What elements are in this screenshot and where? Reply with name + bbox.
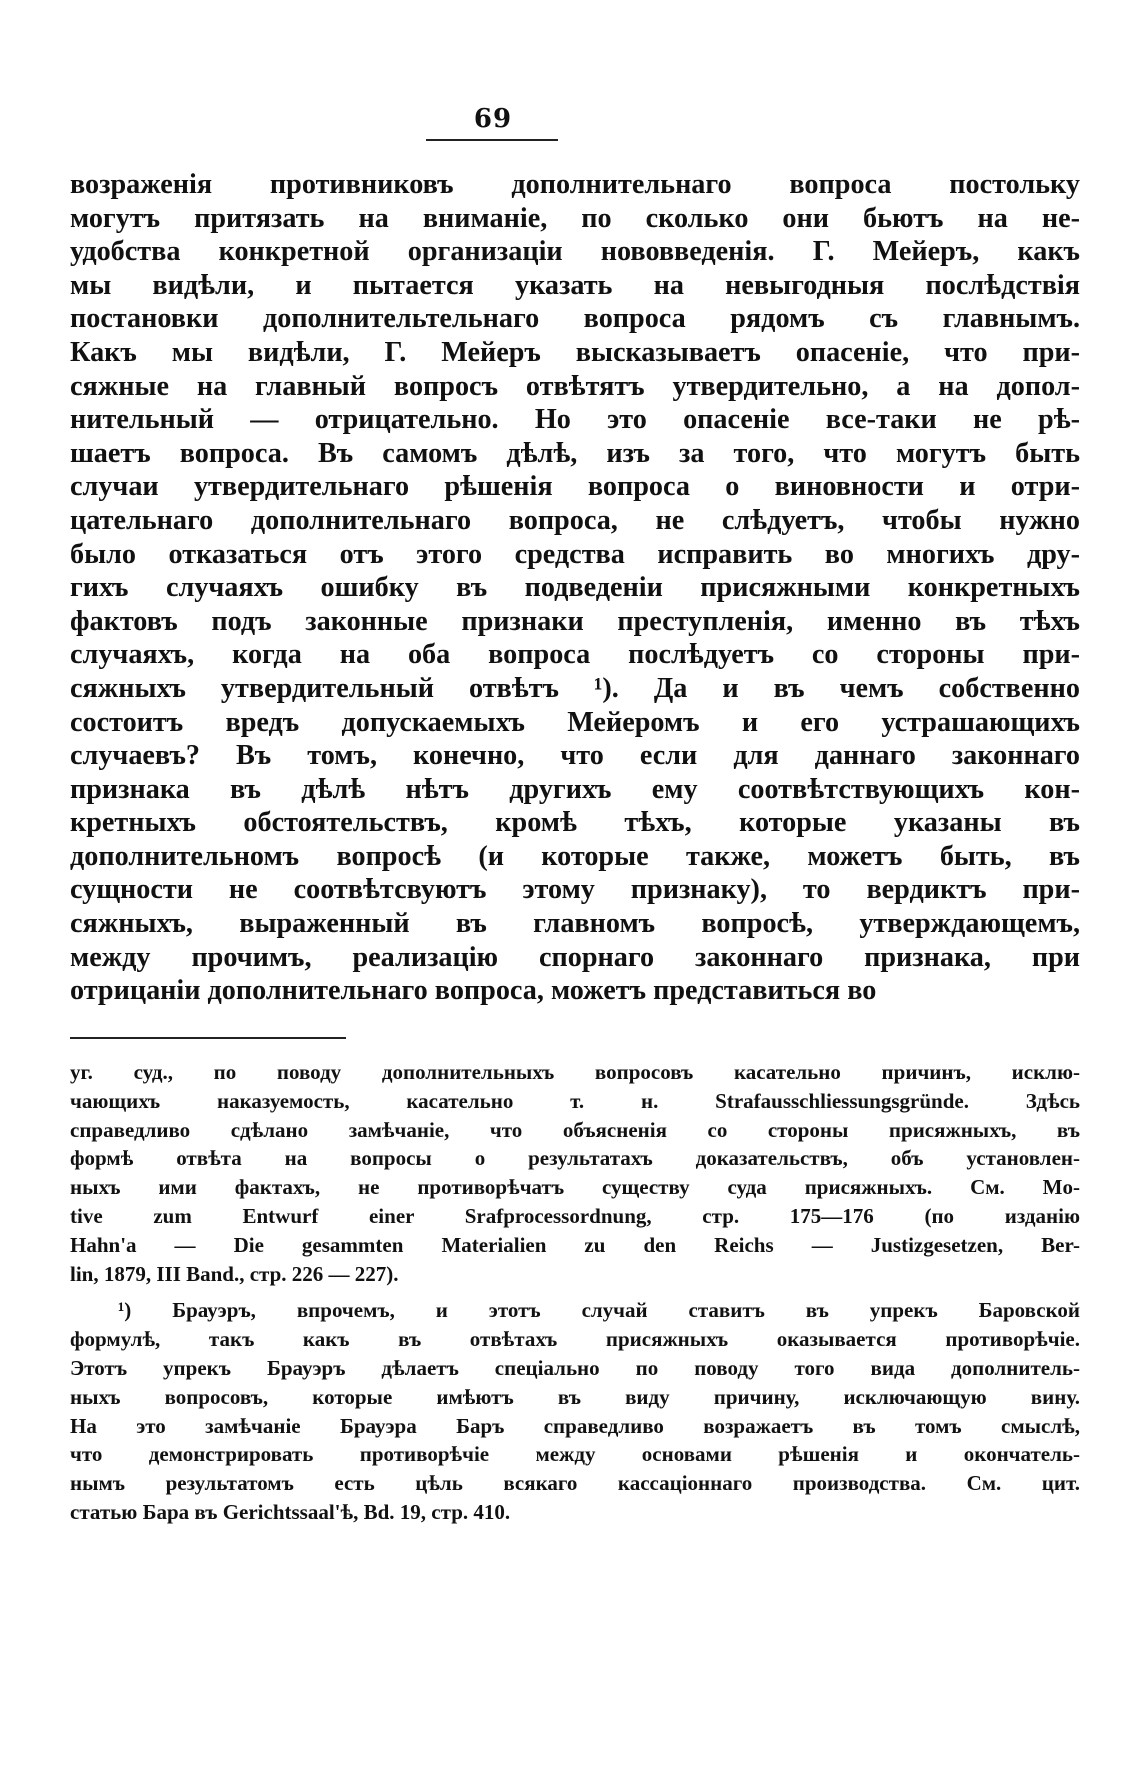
footnote-1-line: формулѣ, такъ какъ въ отвѣтахъ присяжныхъ оказывается противорѣчіе. xyxy=(70,1327,1080,1352)
body-line: нительный — отрицательно. Но это опасеніе все-таки не рѣ- xyxy=(70,404,1080,436)
footnote-1-line: ныхъ вопросовъ, которые имѣютъ въ виду причину, исключающую вину. xyxy=(70,1384,1080,1409)
body-line: Какъ мы видѣли, Г. Мейеръ высказываетъ опасеніе, что при- xyxy=(70,336,1080,368)
body-line: могутъ притязать на вниманіе, по сколько они бьютъ на не- xyxy=(70,202,1080,234)
footnote-line: tive zum Entwurf einer Srafprocessordnung, стр. 175—176 (по изданію xyxy=(70,1203,1080,1228)
body-line: постановки дополнительтельнаго вопроса рядомъ съ главнымъ. xyxy=(70,303,1080,335)
footnotes xyxy=(70,1058,1080,1527)
footnote-line: Hahn'a — Die gesammten Materialien zu den Reichs — Justizgesetzen, Ber- xyxy=(70,1232,1080,1257)
body-line: сяжныхъ утвердительный отвѣтъ ¹). Да и въ чемъ собственно xyxy=(70,672,1080,704)
body-line: фактовъ подъ законные признаки преступленія, именно въ тѣхъ xyxy=(70,605,1080,637)
body-line: состоитъ вредъ допускаемыхъ Мейеромъ и его устрашающихъ xyxy=(70,706,1080,738)
body-line: было отказаться отъ этого средства исправить во многихъ дру- xyxy=(70,538,1080,570)
body-text xyxy=(70,168,1080,1008)
body-line: удобства конкретной организаціи нововведенія. Г. Мейеръ, какъ xyxy=(70,236,1080,268)
body-line: цательнаго дополнительнаго вопроса, не слѣдуетъ, чтобы нужно xyxy=(70,504,1080,536)
footnote-line: формѣ отвѣта на вопросы о результатахъ доказательствъ, объ установлен- xyxy=(70,1146,1080,1171)
body-line: между прочимъ, реализацію спорнаго законнаго признака, при xyxy=(70,941,1080,973)
body-line: отрицаніи дополнительнаго вопроса, можетъ представиться во xyxy=(70,975,877,1007)
body-line: гихъ случаяхъ ошибку въ подведеніи присяжными конкретныхъ xyxy=(70,572,1080,604)
footnote-line: уг. суд., по поводу дополнительныхъ вопросовъ касательно причинъ, исклю- xyxy=(70,1060,1080,1084)
header-rule xyxy=(426,139,558,141)
footnote-line: чающихъ наказуемость, касательно т. н. Strafausschliessungsgründe. Здѣсь xyxy=(70,1088,1080,1113)
body-line: случаяхъ, когда на оба вопроса послѣдуетъ со стороны при- xyxy=(70,639,1080,671)
footnote-rule xyxy=(70,1037,346,1039)
body-line: признака въ дѣлѣ нѣтъ другихъ ему соотвѣтствующихъ кон- xyxy=(70,773,1080,805)
footnote-line: справедливо сдѣлано замѣчаніе, что объясненія со стороны присяжныхъ, въ xyxy=(70,1117,1080,1142)
body-line: сяжные на главный вопросъ отвѣтятъ утвердительно, а на допол- xyxy=(70,370,1080,402)
body-line: шаетъ вопроса. Въ самомъ дѣлѣ, изъ за того, что могутъ быть xyxy=(70,437,1080,469)
page-number: 69 xyxy=(473,104,513,134)
footnote-gap xyxy=(70,1288,1080,1296)
body-line: случаевъ? Въ томъ, конечно, что если для даннаго законнаго xyxy=(70,740,1080,772)
footnote-1-line: статью Бара въ Gerichtssaal'ѣ, Bd. 19, стр. 410. xyxy=(70,1499,511,1524)
body-line: возраженія противниковъ дополнительнаго вопроса постольку xyxy=(70,169,1080,200)
footnote-1-line: что демонстрировать противорѣчіе между основами рѣшенія и окончатель- xyxy=(70,1442,1080,1467)
body-line: дополнительномъ вопросѣ (и которые также, можетъ быть, въ xyxy=(70,840,1080,872)
footnote-line: ныхъ ими фактахъ, не противорѣчатъ существу суда присяжныхъ. См. Mo- xyxy=(70,1175,1080,1200)
body-line: случаи утвердительнаго рѣшенія вопроса о виновности и отри- xyxy=(70,471,1080,503)
body-line: сяжныхъ, выраженный въ главномъ вопросѣ, утверждающемъ, xyxy=(70,908,1080,940)
footnote-line: lin, 1879, III Band., стр. 226 — 227). xyxy=(70,1261,399,1286)
body-line: кретныхъ обстоятельствъ, кромѣ тѣхъ, которые указаны въ xyxy=(70,807,1080,839)
footnote-1-line: Этотъ упрекъ Брауэръ дѣлаетъ спеціально по поводу того вида дополнитель- xyxy=(70,1355,1080,1380)
footnote-1-line: нымъ результатомъ есть цѣль всякаго кассаціоннаго производства. См. цит. xyxy=(70,1471,1080,1496)
footnote-1-line: ¹) Брауэръ, впрочемъ, и этотъ случай ставитъ въ упрекъ Баровской xyxy=(118,1298,1080,1323)
body-line: мы видѣли, и пытается указать на невыгодныя послѣдствія xyxy=(70,269,1080,301)
footnote-1-line: На это замѣчаніе Брауэра Баръ справедливо возражаетъ въ томъ смыслѣ, xyxy=(70,1413,1080,1438)
body-line: сущности не соотвѣтсвуютъ этому признаку), то вердиктъ при- xyxy=(70,874,1080,906)
